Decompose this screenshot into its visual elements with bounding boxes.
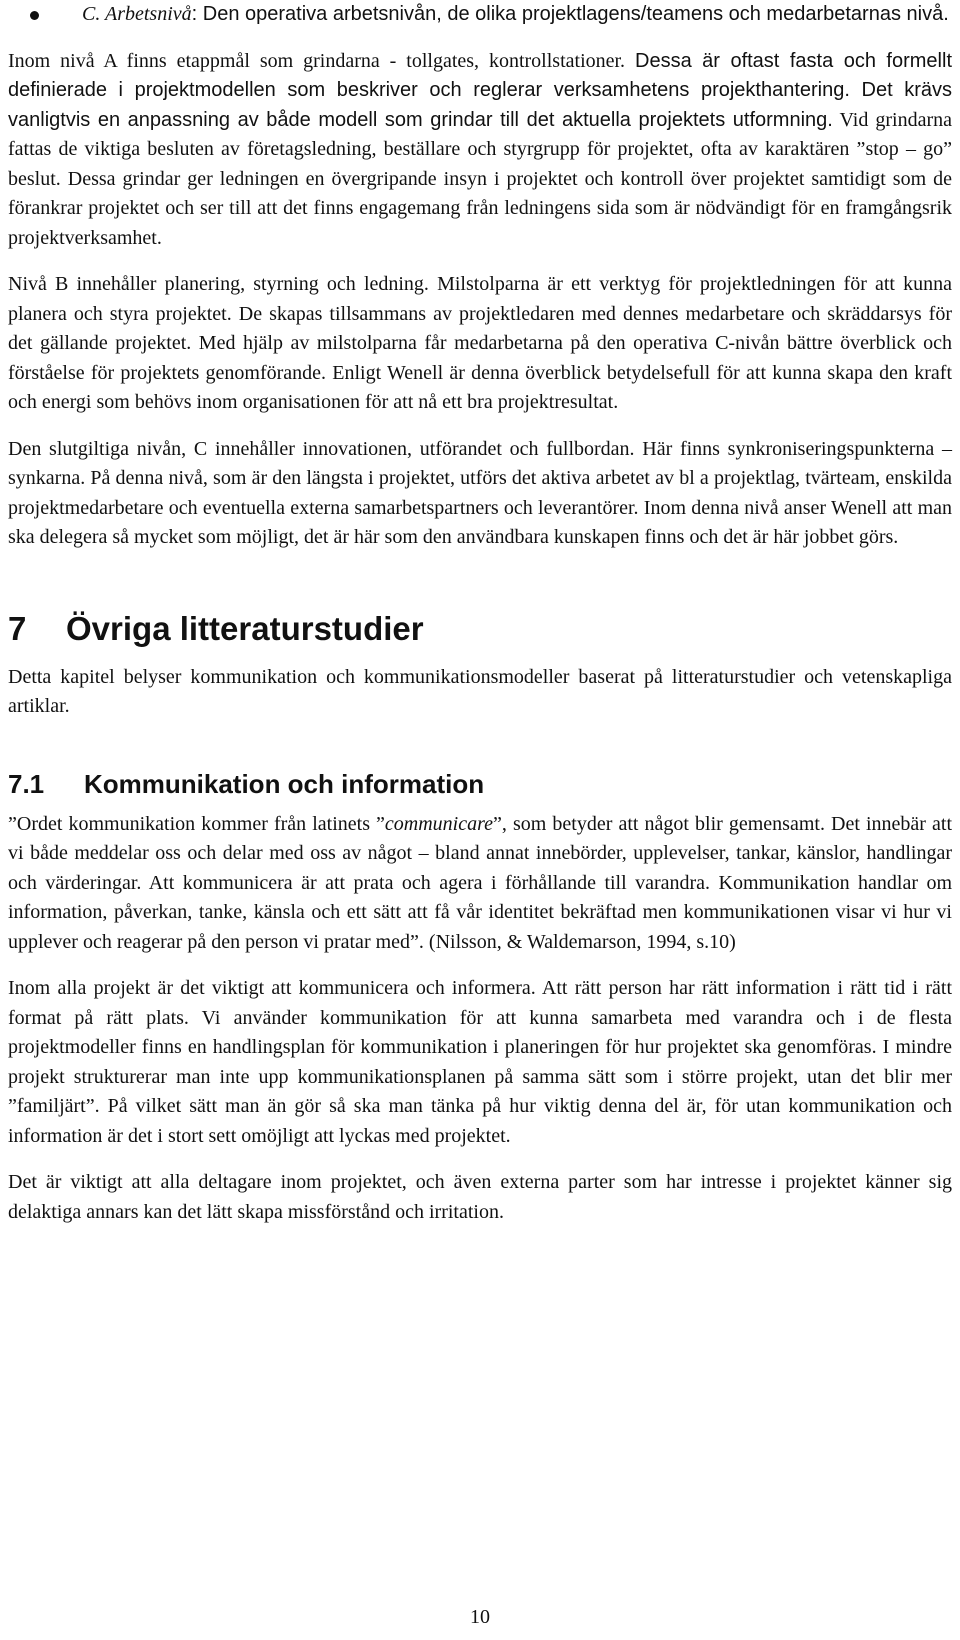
paragraph-level-b: Nivå B innehåller planering, styrning och ledning. Milstolparna är ett verktyg för projektledningen för att kunna planera och styra projektet. De skapas tillsammans av projektledaren med dennes medarbetare och skräddarsys för det gällande projektet. Med hjälp av milstolparna får medarbetarna på den operativa C-nivån bättre överblick och förståelse för projektets genomförande. Enligt Wenell är denna överblick betydelsefull för att kunna skapa den kraft och energi som behövs inom organisationen för att nå ett bra projektresultat. <box>8 273 952 413</box>
page-number: 10 <box>470 1606 490 1628</box>
bullet-item <box>8 0 952 30</box>
paragraph-levels-a <box>8 47 952 254</box>
bullet-icon <box>30 11 39 20</box>
paragraph-communication: Inom alla projekt är det viktigt att kommunicera och informera. Att rätt person har rätt information i rätt tid i rätt format på rätt plats. Vi använder kommunikation för att kunna samarbeta med varandra och i de flesta projektmodeller finns en handlingsplan för kommunikation i planeringen för hur projektet ska genomföras. I mindre projekt strukturerar man inte upp kommunikationsplanen på samma sätt som i större projekt, utan det blir mer ”familjärt”. På vilket sätt man än gör så ska man tänka på hur viktig denna del är, för utan kommunikation och information är det i stort sett omöjligt att lyckas med projektet. <box>8 977 952 1147</box>
paragraph-intro: Inom nivå A finns etappmål som grindarna - tollgates, kontrollstationer. <box>8 49 635 72</box>
quote-italic: communicare <box>384 812 494 835</box>
bullet-label: C. Arbetsnivå <box>82 3 192 25</box>
section-title: Kommunikation och information <box>84 768 485 799</box>
quote-paragraph <box>8 810 952 958</box>
chapter-number: 7 <box>8 609 27 647</box>
chapter-title: Övriga litteraturstudier <box>66 609 424 647</box>
bullet-text: : Den operativa arbetsnivån, de olika projektlagens/teamens och medarbetarnas nivå. <box>191 3 949 25</box>
paragraph-rest: Vid grindarna fattas de viktiga besluten av företagsledning, beställare och styrgrupp för projektet, ofta av karaktären ”stop – go” beslut. Dessa grindar ger ledningen en övergripande insyn i projektet och kontroll över projektet samtidigt som de förankrar projektet och ser till att det finns engagemang från ledningens sida som är nödvändigt för en framgångsrik projektverksamhet. <box>8 108 952 249</box>
paragraph-participants: Det är viktigt att alla deltagare inom projektet, och även externa parter som har intresse i projektet känner sig delaktiga annars kan det lätt skapa missförstånd och irritation. <box>8 1171 952 1223</box>
paragraph-level-c: Den slutgiltiga nivån, C innehåller innovationen, utförandet och fullbordan. Här finns synkroniseringspunkterna – synkarna. På denna nivå, som är den längsta i projektet, utförs det aktiva arbetet av bl a projektlag, tvärteam, enskilda projektmedarbetare och eventuella externa samarbetspartners och leverantörer. Inom denna nivå anser Wenell att man ska delegera så mycket som möjligt, det är här som den användbara kunskapen finns och det är här jobbet görs. <box>8 437 952 548</box>
quote-after: ”, som betyder att något blir gemensamt. Det innebär att vi både meddelar oss och delar med oss av något – bland annat innebörder, upplevelser, tankar, känslor, handlingar och värderingar. Att kommunicera är att prata och agera i förhållande till varandra. Kommunikation handlar om information, påverkan, tanke, känsla och ett sätt att få vår identitet bekräftad men kommunikationen visar vi hur vi upplever och reagerar på den person vi pratar med”. (Nilsson, & Waldemarson, 1994, s.10) <box>8 812 952 953</box>
quote-before: ”Ordet kommunikation kommer från latinets ” <box>8 812 385 835</box>
section-number: 7.1 <box>8 768 45 799</box>
chapter-heading <box>8 609 952 649</box>
paragraph-sans-segment: Dessa är oftast fasta och formellt definierade i projektmodellen som beskriver och reglerar verksamhetens projekthantering. Det krävs vanligtvis en anpassning av både modell som grindar till det aktuella projektets utformning. <box>8 49 953 131</box>
section-heading <box>8 768 952 800</box>
chapter-intro: Detta kapitel belyser kommunikation och kommunikationsmodeller baserat på litteraturstudier och vetenskapliga artiklar. <box>8 665 952 717</box>
